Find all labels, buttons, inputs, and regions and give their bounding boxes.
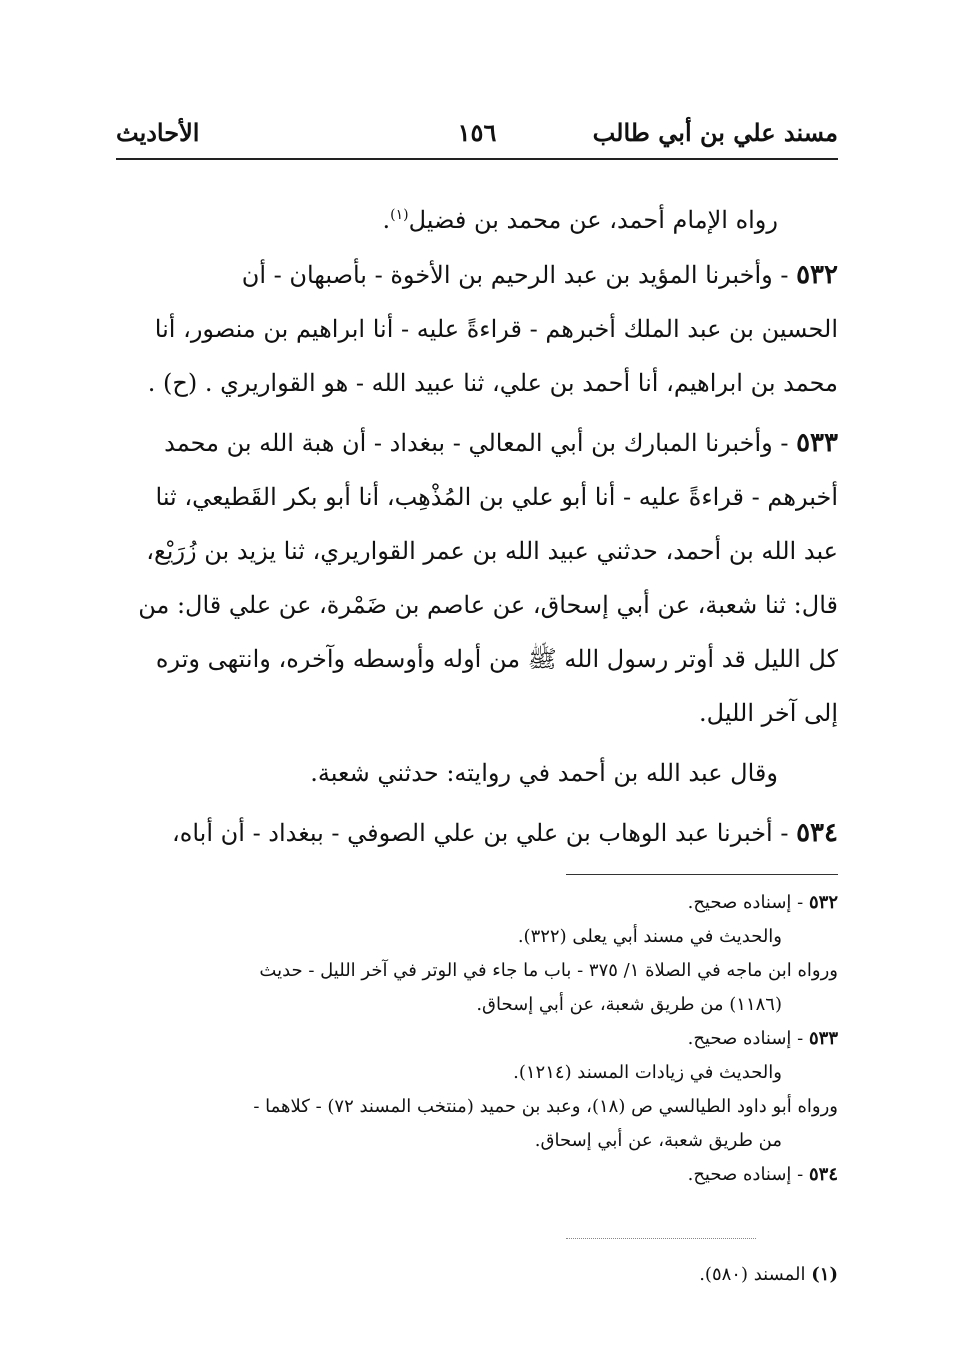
footnote-text: والحديث في مسند أبي يعلى (٣٢٢). — [517, 926, 782, 947]
hadith-text: محمد بن ابراهيم، أنا أحمد بن علي، ثنا عبيد الله - هو القواريري . (ح) . — [147, 369, 838, 397]
page-header — [116, 118, 838, 158]
hadith-text: كل الليل قد أوتر رسول الله ﷺ من أوله وأوسطه وآخره، وانتهى وتره — [155, 645, 838, 673]
hadith-532-line-2 — [116, 302, 838, 356]
main-text — [116, 188, 838, 860]
hadith-532-line-1 — [116, 248, 838, 302]
footnote-number-533: ٥٣٣ — [808, 1028, 838, 1049]
hadith-number-533: ٥٣٣ — [796, 428, 838, 458]
footnote-text: والحديث في زيادات المسند (١٢١٤). — [513, 1062, 782, 1083]
hadith-number-534: ٥٣٤ — [796, 818, 838, 848]
hadith-533-line-6 — [116, 686, 838, 740]
footnote-533-line-4 — [116, 1124, 838, 1158]
footnote-534-line-1 — [116, 1158, 838, 1192]
header-divider — [116, 158, 838, 160]
intro-end: . — [382, 206, 391, 234]
hadith-text: إلى آخر الليل. — [699, 699, 838, 727]
footnote-533-line-1 — [116, 1022, 838, 1056]
hadith-text: الحسين بن عبد الملك أخبرهم - قراءةً عليه - أنا ابراهيم بن منصور، أنا — [154, 315, 838, 343]
footnote-text: (١١٨٦) من طريق شعبة، عن أبي إسحاق. — [476, 994, 782, 1015]
footnote-text: ورواه ابن ماجه في الصلاة ١/ ٣٧٥ - باب ما جاء في الوتر في آخر الليل - حديث — [259, 960, 838, 981]
hadith-text: - وأخبرنا المبارك بن أبي المعالي - ببغداد - أن هبة الله بن محمد — [164, 429, 789, 457]
hadith-533-line-1 — [116, 416, 838, 470]
footnote-533-line-2 — [116, 1056, 838, 1090]
bottom-footnote — [566, 1258, 838, 1292]
footnote-number-534: ٥٣٤ — [808, 1164, 838, 1185]
footnote-text: - إسناده صحيح. — [687, 1028, 804, 1049]
hadith-532-line-3 — [116, 356, 838, 410]
hadith-533-line-4 — [116, 578, 838, 632]
hadith-text: - أخبرنا عبد الوهاب بن علي بن علي الصوفي - ببغداد - أن أباه، — [172, 819, 789, 847]
footnote-532-line-3 — [116, 954, 838, 988]
section-title: الأحاديث — [116, 118, 200, 147]
hadith-text: عبد الله بن أحمد، حدثني عبيد الله بن عمر القواريري، ثنا يزيد بن زُرَيْع، — [146, 537, 838, 565]
footnote-532-line-1 — [116, 886, 838, 920]
footnote-divider — [566, 874, 838, 875]
hadith-533-line-5 — [116, 632, 838, 686]
footnote-text: ورواه أبو داود الطيالسي ص (١٨)، وعبد بن حميد (منتخب المسند ٧٢) - كلاهما - — [253, 1096, 838, 1117]
note-text: وقال عبد الله بن أحمد في روايته: حدثني شعبة. — [310, 759, 778, 787]
footnote-number-532: ٥٣٢ — [808, 892, 838, 913]
footnote-text: من طريق شعبة، عن أبي إسحاق. — [534, 1130, 782, 1151]
footnote-marker: (١) — [390, 207, 409, 223]
hadith-number-532: ٥٣٢ — [796, 260, 838, 290]
bottom-footnote-text: المسند (٥٨٠). — [699, 1264, 806, 1285]
page-number: ١٥٦ — [457, 118, 497, 147]
hadith-text: أخبرهم - قراءةً عليه - أنا أبو علي بن المُذْهِب، أنا أبو بكر القَطيعي، ثنا — [155, 483, 838, 511]
footnote-532-line-2 — [116, 920, 838, 954]
hadith-533-line-3 — [116, 524, 838, 578]
intro-line — [116, 188, 838, 242]
footnote-533-line-3 — [116, 1090, 838, 1124]
book-title: مسند علي بن أبي طالب — [592, 118, 838, 147]
footnote-text: - إسناده صحيح. — [687, 892, 804, 913]
footnote-532-line-4 — [116, 988, 838, 1022]
bottom-footnote-marker: (١) — [811, 1264, 838, 1285]
hadith-533-line-2 — [116, 470, 838, 524]
footnotes — [116, 886, 838, 1192]
hadith-534-line-1 — [116, 806, 838, 860]
hadith-533-note — [116, 746, 838, 800]
intro-text: رواه الإمام أحمد، عن محمد بن فضيل — [408, 206, 778, 234]
hadith-text: قال: ثنا شعبة، عن أبي إسحاق، عن عاصم بن ضَمْرة، عن علي قال: من — [138, 591, 838, 619]
footnote-text: - إسناده صحيح. — [687, 1164, 804, 1185]
dotted-separator — [566, 1238, 756, 1240]
hadith-text: - وأخبرنا المؤيد بن عبد الرحيم بن الأخوة - بأصبهان - أن — [241, 261, 789, 289]
